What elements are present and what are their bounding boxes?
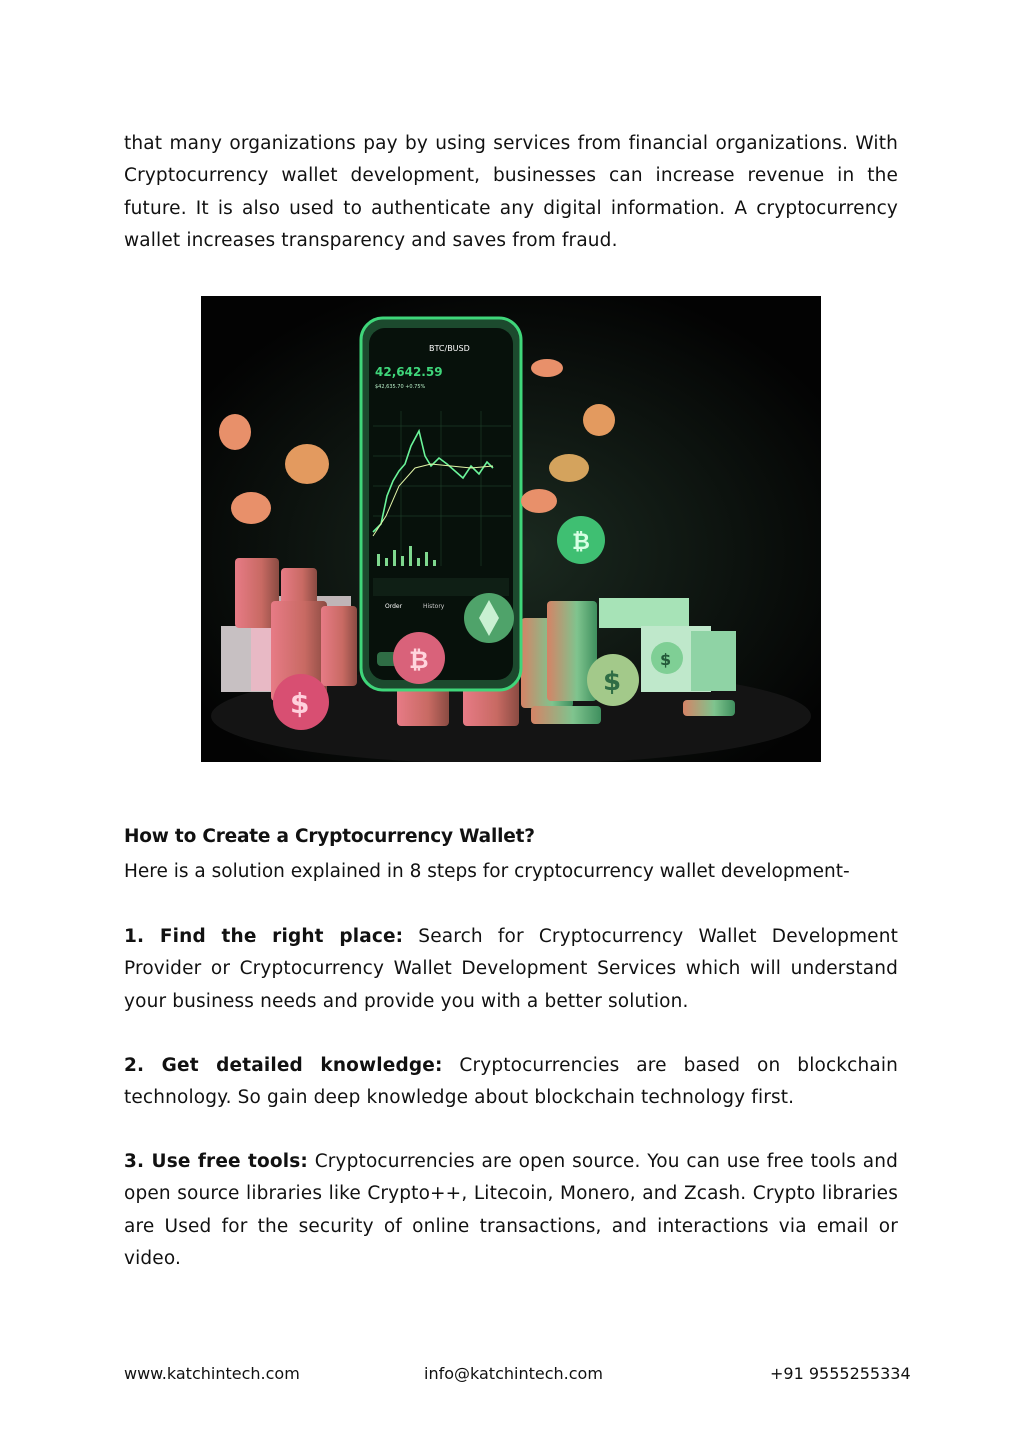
footer-website-link[interactable]: www.katchintech.com xyxy=(124,1364,300,1383)
step-2 xyxy=(124,1050,898,1115)
section-heading: How to Create a Cryptocurrency Wallet? xyxy=(124,826,535,847)
svg-text:$: $ xyxy=(660,650,672,669)
phone-subprice: $42,635.70 +0.75% xyxy=(375,384,426,390)
bitcoin-coin-pink xyxy=(393,632,445,684)
step-3-title: 3. Use free tools: xyxy=(124,1151,308,1172)
svg-text:₿: ₿ xyxy=(409,646,429,674)
dollar-coin-pink xyxy=(273,674,329,730)
step-1-text: Search for Cryptocurrency Wallet Development Provider or Cryptocurrency Wallet Development Services which will understand your business needs and provide you with a better solution. xyxy=(124,926,898,1012)
phone-tab-history: History xyxy=(423,603,445,610)
step-3-text: Cryptocurrencies are open source. You can use free tools and open source libraries like Crypto++, Litecoin, Monero, and Zcash. Crypto libraries are Used for the security of online transactions, and interactions via email or video. xyxy=(124,1151,898,1269)
ethereum-coin xyxy=(464,593,514,643)
step-2-text: Cryptocurrencies are based on blockchain technology. So gain deep knowledge about blockchain technology first. xyxy=(124,1055,898,1109)
step-2-title: 2. Get detailed knowledge: xyxy=(124,1055,443,1076)
step-1 xyxy=(124,921,898,1018)
dollar-coin-right xyxy=(651,642,683,674)
footer-email-link[interactable]: info@katchintech.com xyxy=(424,1364,603,1383)
phone-price: 42,642.59 xyxy=(375,365,443,379)
svg-text:₿: ₿ xyxy=(572,530,590,555)
footer-phone: +91 9555255334 xyxy=(770,1364,911,1383)
dollar-coin-green xyxy=(587,654,639,706)
phone-tab-order: Order xyxy=(385,603,403,610)
intro-paragraph: that many organizations pay by using services from financial organizations. With Cryptocurrency wallet development, businesses can increase revenue in the future. It is also used to authenticate any digital information. A cryptocurrency wallet increases transparency and saves from fraud. xyxy=(124,133,898,251)
bitcoin-coin-green xyxy=(557,516,605,564)
step-3 xyxy=(124,1146,898,1275)
svg-text:$: $ xyxy=(603,667,622,697)
svg-text:$: $ xyxy=(290,687,310,720)
section-intro: Here is a solution explained in 8 steps for cryptocurrency wallet development- xyxy=(124,861,850,882)
crypto-wallet-illustration xyxy=(201,296,821,762)
phone-pair-label: BTC/BUSD xyxy=(429,344,470,353)
step-1-title: 1. Find the right place: xyxy=(124,926,404,947)
